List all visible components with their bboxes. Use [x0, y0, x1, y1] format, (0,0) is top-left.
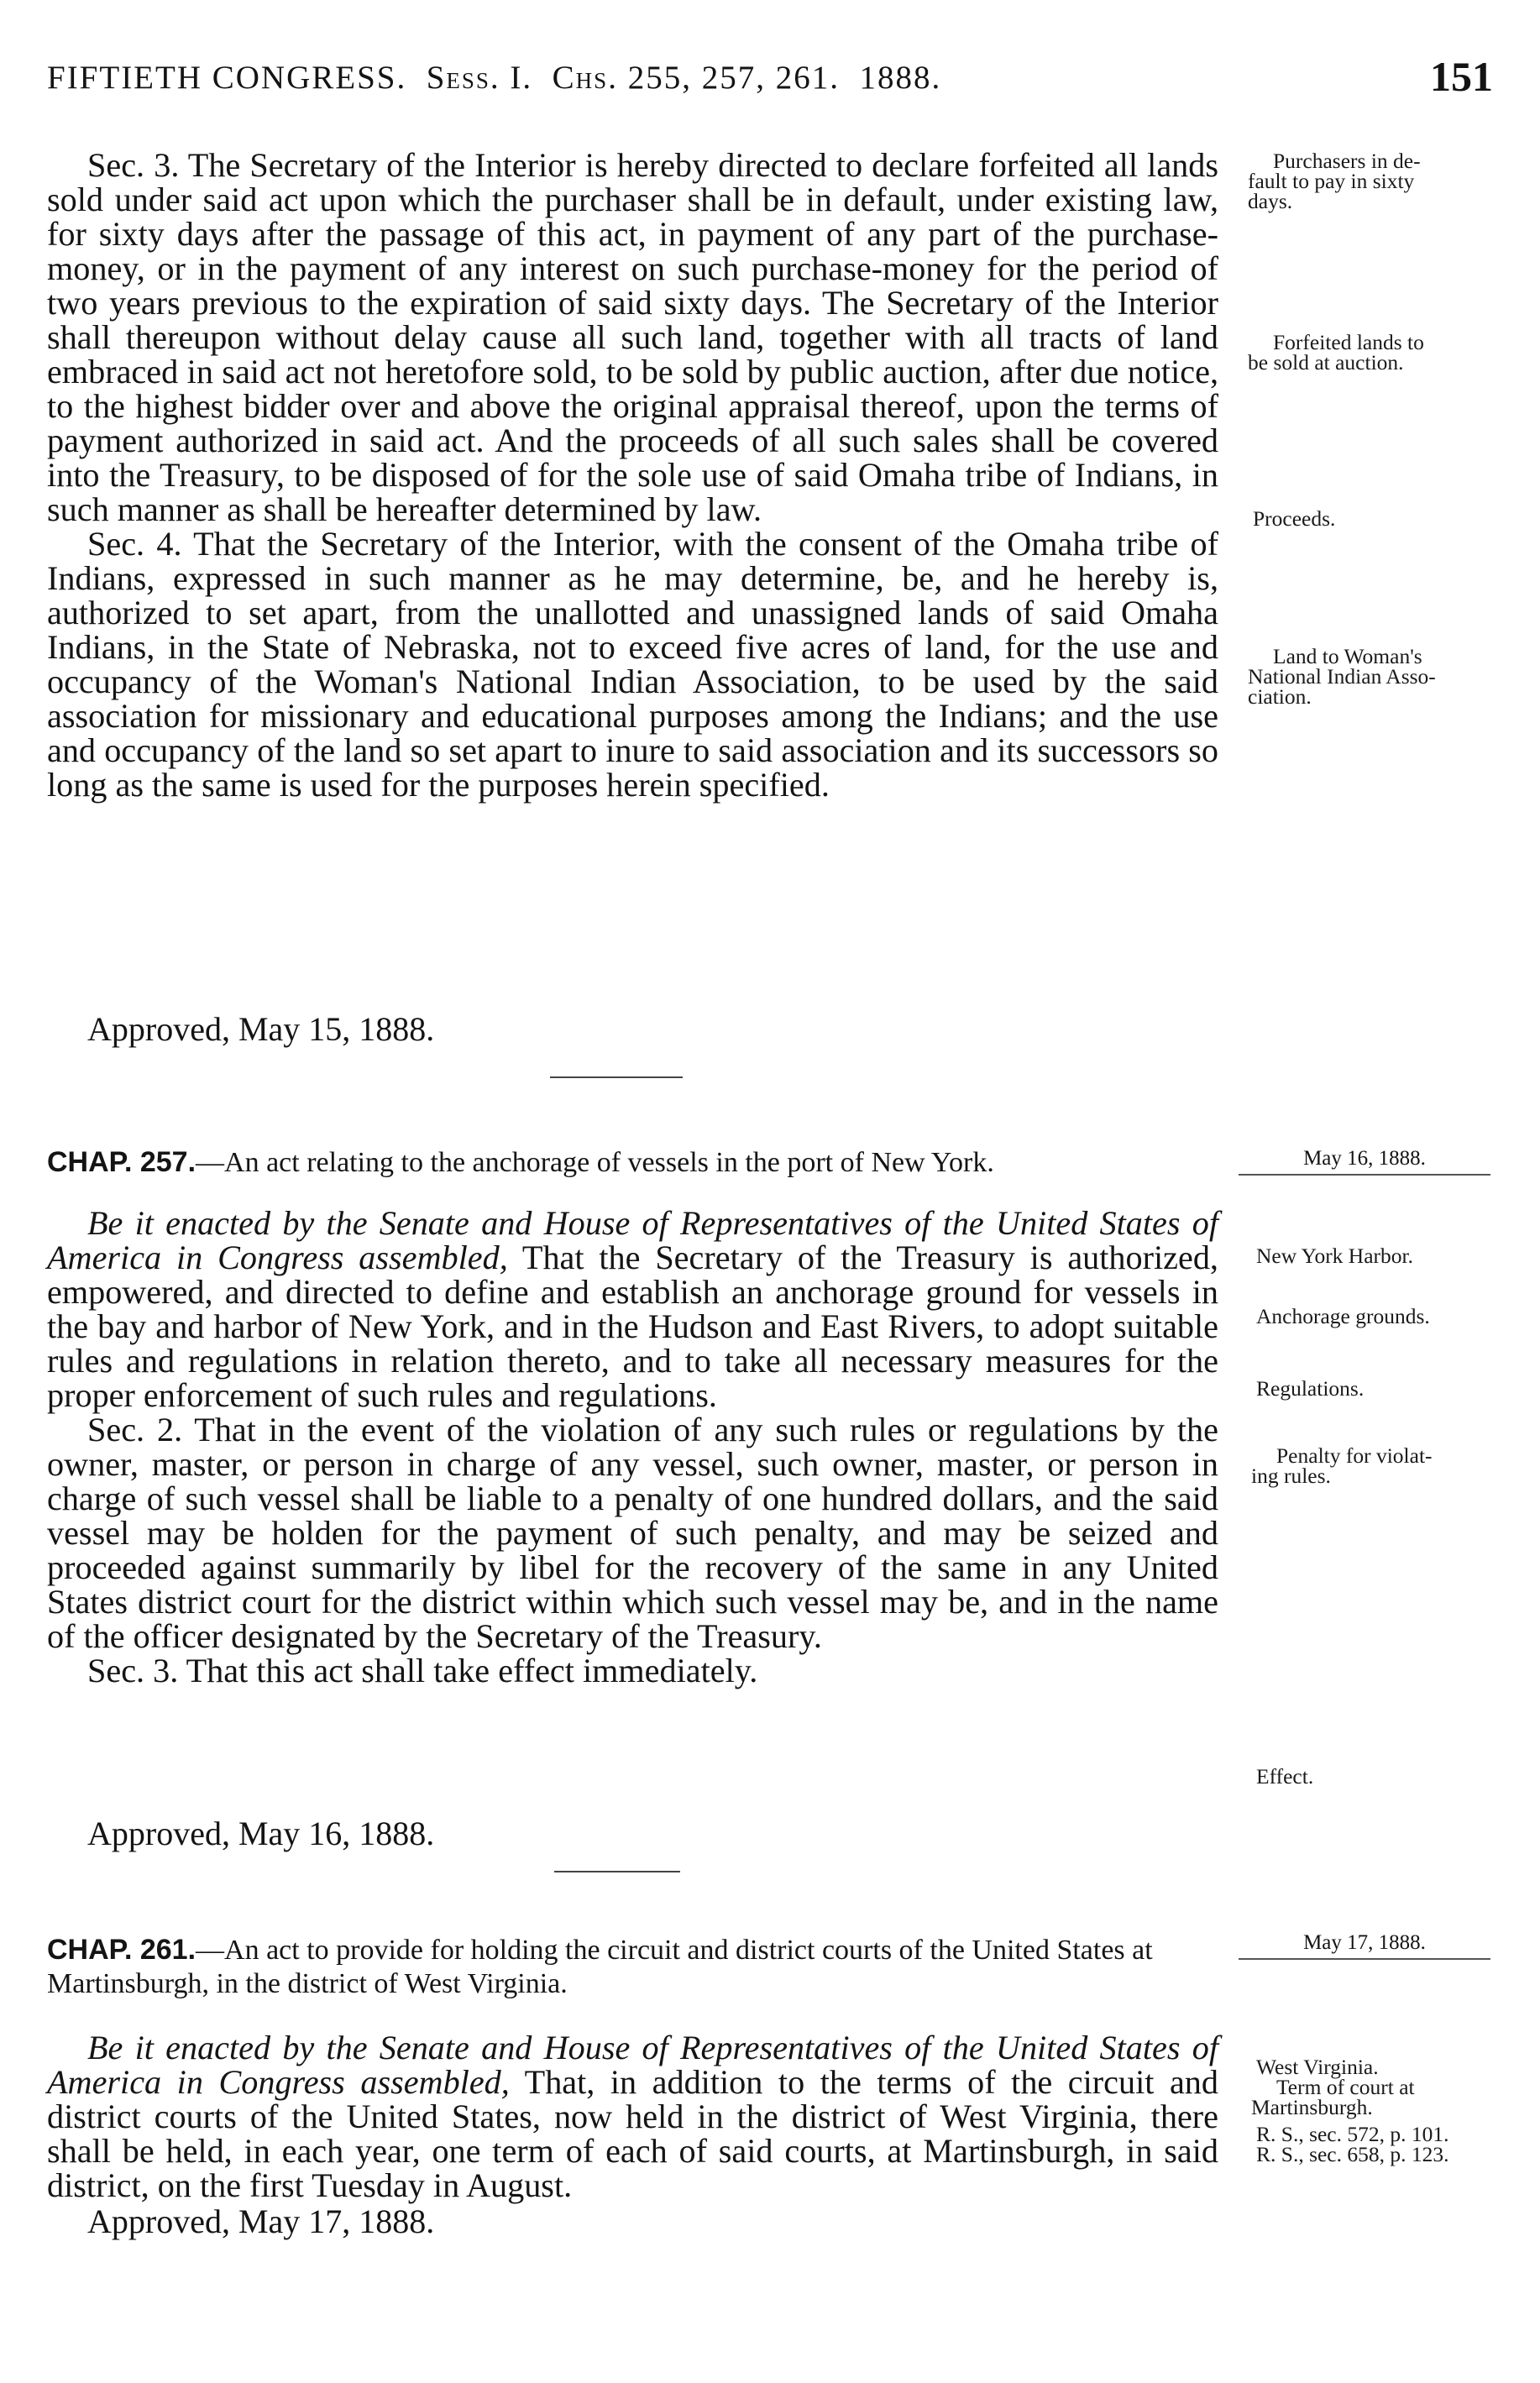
note-line: be sold at auction.	[1248, 350, 1404, 374]
margin-note-penalty	[1251, 1443, 1433, 1488]
margin-note-anchorage: Anchorage grounds.	[1256, 1304, 1430, 1328]
note-line: ing rules.	[1251, 1464, 1331, 1488]
note-line: Forfeited lands to	[1273, 330, 1424, 354]
chap257-approved: Approved, May 16, 1888.	[87, 1815, 435, 1852]
margin-note-term	[1251, 2077, 1415, 2118]
chap257-label: CHAP. 257.	[47, 1146, 196, 1178]
chap257-dateline	[1239, 1147, 1490, 1176]
note-line: Land to Woman's	[1273, 644, 1422, 668]
margin-note-rs-572: R. S., sec. 572, p. 101.	[1256, 2122, 1449, 2146]
note-line: fault to pay in sixty	[1248, 169, 1415, 193]
chap255-approved: Approved, May 15, 1888.	[87, 1010, 435, 1048]
note-line: Martinsburgh.	[1251, 2095, 1373, 2119]
dateline-rule	[1239, 1958, 1490, 1960]
chap257-sec3: Sec. 3. That this act shall take effect immediately.	[87, 1652, 758, 1689]
margin-note-rs-658: R. S., sec. 658, p. 123.	[1256, 2142, 1449, 2166]
chap257-date: May 16, 1888.	[1303, 1147, 1426, 1170]
chap261-dateline	[1239, 1931, 1490, 1960]
chap257-sec1-text: That the Secretary of the Treasury is authorized, empowered, and directed to define and establish an anchorage ground for vessels in the bay and harbor of New York, and in the Hudson and East Rivers, to adopt suitable rules and regulations in relation thereto, and to take all necessary measures for the proper enforcement of such rules and regulations.	[47, 1239, 1218, 1414]
margin-note-forfeited	[1248, 330, 1424, 374]
margin-note-west-virginia: West Virginia.	[1256, 2055, 1379, 2079]
enacting-clause: Be it enacted by the Senate and House of Representatives of the United States of America in Congress assembled,	[47, 2029, 1218, 2101]
chap257-heading	[47, 1145, 1223, 1180]
margin-note-effect: Effect.	[1256, 1764, 1314, 1789]
margin-note-harbor: New York Harbor.	[1256, 1244, 1413, 1268]
header-left	[47, 59, 941, 97]
note-line: ciation.	[1248, 684, 1312, 709]
dateline-rule	[1239, 1174, 1490, 1176]
chap255-sec3: Sec. 3. The Secretary of the Interior is hereby directed to declare forfeited all lands sold under said act upon which the purchaser shall be in default, under existing law, for sixty days after the passage of this act, in payment of any part of the purchase-money, or in the payment of any interest on such purchase-money for the period of two years previous to the expiration of said sixty days. The Secretary of the Interior shall thereupon without delay cause all such land, together with all tracts of land embraced in said act not heretofore sold, to be sold by public auction, after due notice, to the highest bidder over and above the original appraisal thereof, upon the terms of payment authorized in said act. And the proceeds of all such sales shall be covered into the Treasury, to be disposed of for the sole use of said Omaha tribe of Indians, in such manner as shall be hereafter determined by law.	[47, 146, 1218, 528]
chap255-body	[47, 148, 1218, 802]
running-header	[47, 52, 1493, 111]
congress-label: FIFTIETH CONGRESS.	[47, 60, 407, 96]
chap261-sec1-text: That, in addition to the terms of the circuit and district courts of the United States, now held in the district of West Virginia, there shall be held, in each year, one term of each of said courts, at Martinsburgh, in said district, on the first Tuesday in August.	[47, 2063, 1218, 2204]
chapters-label: Chs. 255, 257, 261.	[552, 60, 840, 96]
note-line: National Indian Asso-	[1248, 664, 1436, 689]
enacting-clause: Be it enacted by the Senate and House of Representatives of the United States of America in Congress assembled,	[47, 1204, 1218, 1276]
chap257-sec2: Sec. 2. That in the event of the violation of any such rules or regulations by the owner, master, or person in charge of any vessel, such owner, master, or person in charge of such vessel shall be liable to a penalty of one hundred dollars, and the said vessel may be holden for the payment of such penalty, and may be seized and proceeded against summarily by libel for the recovery of the same in any United States district court for the district within which such vessel may be, and in the name of the officer designated by the Secretary of the Treasury.	[47, 1411, 1218, 1655]
note-line: Purchasers in de-	[1273, 149, 1421, 173]
section-divider	[550, 1076, 683, 1078]
margin-note-land	[1248, 644, 1436, 709]
chap257-title: —An act relating to the anchorage of vessels in the port of New York.	[196, 1147, 994, 1178]
note-line: days.	[1248, 189, 1293, 213]
chap261-sec1	[47, 2030, 1218, 2202]
chap255-sec4: Sec. 4. That the Secretary of the Interior, with the consent of the Omaha tribe of Indians, expressed in such manner as he may determine, be, and he hereby is, authorized to set apart, from the unallotted and unassigned lands of said Omaha Indians, in the State of Nebraska, not to exceed five acres of land, for the use and occupancy of the Woman's National Indian Association, to be used by the said association for missionary and educational purposes among the Indians; and the use and occupancy of the land so set apart to inure to said association and its successors so long as the same is used for the purposes herein specified.	[47, 525, 1218, 804]
note-line: Term of court at	[1276, 2075, 1415, 2099]
chap261-date: May 17, 1888.	[1303, 1931, 1426, 1954]
chap257-sec1	[47, 1206, 1218, 1412]
note-line: Penalty for violat-	[1276, 1443, 1433, 1468]
margin-note-purchasers	[1248, 151, 1421, 212]
margin-note-proceeds: Proceeds.	[1253, 506, 1336, 531]
session-label: Sess. I.	[426, 60, 533, 96]
chap261-body	[47, 2030, 1218, 2202]
year-label: 1888.	[859, 60, 942, 96]
chap261-heading	[47, 1933, 1218, 2001]
chap261-title: —An act to provide for holding the circuit and district courts of the United States at Martinsburgh, in the district of West Virginia.	[47, 1935, 1153, 1999]
page-number: 151	[1430, 53, 1493, 100]
chap257-body	[47, 1206, 1218, 1688]
chap261-label: CHAP. 261.	[47, 1934, 196, 1966]
margin-note-regulations: Regulations.	[1256, 1376, 1365, 1401]
chap261-approved: Approved, May 17, 1888.	[87, 2202, 435, 2240]
section-divider	[554, 1871, 680, 1872]
